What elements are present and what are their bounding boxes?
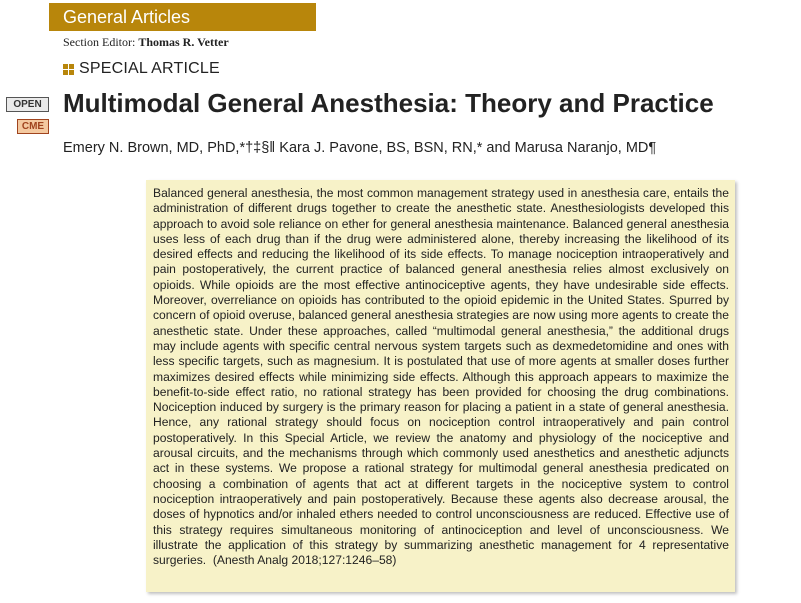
abstract-text: Balanced general anesthesia, the most common management strategy used in anesthesia care, entails the administration of different drugs together to create the anesthetic state. Anesthesiologists developed this approach to avoid sole reliance on ether for general anesthesia maintenance. Balanced general anesthesia uses less of each drug than if the drug were administered alone, thereby increasing the likelihood of its desired effects and reducing the likelihood of its side effects. To manage nociception intraoperatively and pain postoperatively, the current practice of balanced general anesthesia relies almost exclusively on opioids. While opioids are the most effective antinociceptive agents, they have undesirable side effects. Moreover, overreliance on opioids has contributed to the opioid epidemic in the United States. Spurred by concern of opioid overuse, balanced general anesthesia strategies are now using more agents to create the anesthetic state. Under these approaches, called “multimodal general anesthesia,” the additional drugs may include agents with specific central nervous system targets such as dexmedetomidine and ones with less specific targets, such as magnesium. It is postulated that use of more agents at smaller doses further maximizes desired effects while minimizing side effects. Although this approach appears to maximize the benefit-to-side effect ratio, no rational strategy has been provided for choosing the drug combinations. Nociception induced by surgery is the primary reason for placing a patient in a state of general anesthesia. Hence, any rational strategy should focus on nociception control intraoperatively and pain control postoperatively. In this Special Article, we review the anatomy and physiology of the nociceptive and arousal circuits, and the mechanisms through which commonly used anesthetics and anesthetic adjuncts act in these systems. We propose a rational strategy for multimodal general anesthesia predicated on choosing a combination of agents that act at different targets in the nociceptive system to control nociception intraoperatively and pain postoperatively. Because these agents also decrease arousal, the doses of hypnotics and/or inhaled ethers needed to control unconsciousness are reduced. Effective use of this strategy requires simultaneous monitoring of antinociception and level of unconsciousness. We illustrate the application of this strategy by summarizing anesthetic management for 4 representative surgeries.: [153, 186, 729, 568]
citation: (Anesth Analg 2018;127:1246–58): [212, 553, 397, 568]
abstract-box: [146, 180, 735, 592]
editor-name: Thomas R. Vetter: [138, 35, 229, 49]
editor-label: Section Editor:: [63, 35, 136, 49]
grid-icon: [63, 64, 74, 75]
article-title: Multimodal General Anesthesia: Theory and Practice: [63, 88, 714, 118]
cme-badge: CME: [17, 119, 49, 134]
section-editor: [63, 35, 229, 50]
section-title: General Articles: [63, 7, 191, 27]
section-banner: [49, 3, 316, 31]
article-type-label: SPECIAL ARTICLE: [79, 60, 220, 77]
article-type: [63, 60, 220, 78]
author-list: Emery N. Brown, MD, PhD,*†‡§‖ Kara J. Pavone, BS, BSN, RN,* and Marusa Naranjo, MD¶: [63, 140, 657, 156]
open-access-badge: OPEN: [6, 97, 49, 112]
